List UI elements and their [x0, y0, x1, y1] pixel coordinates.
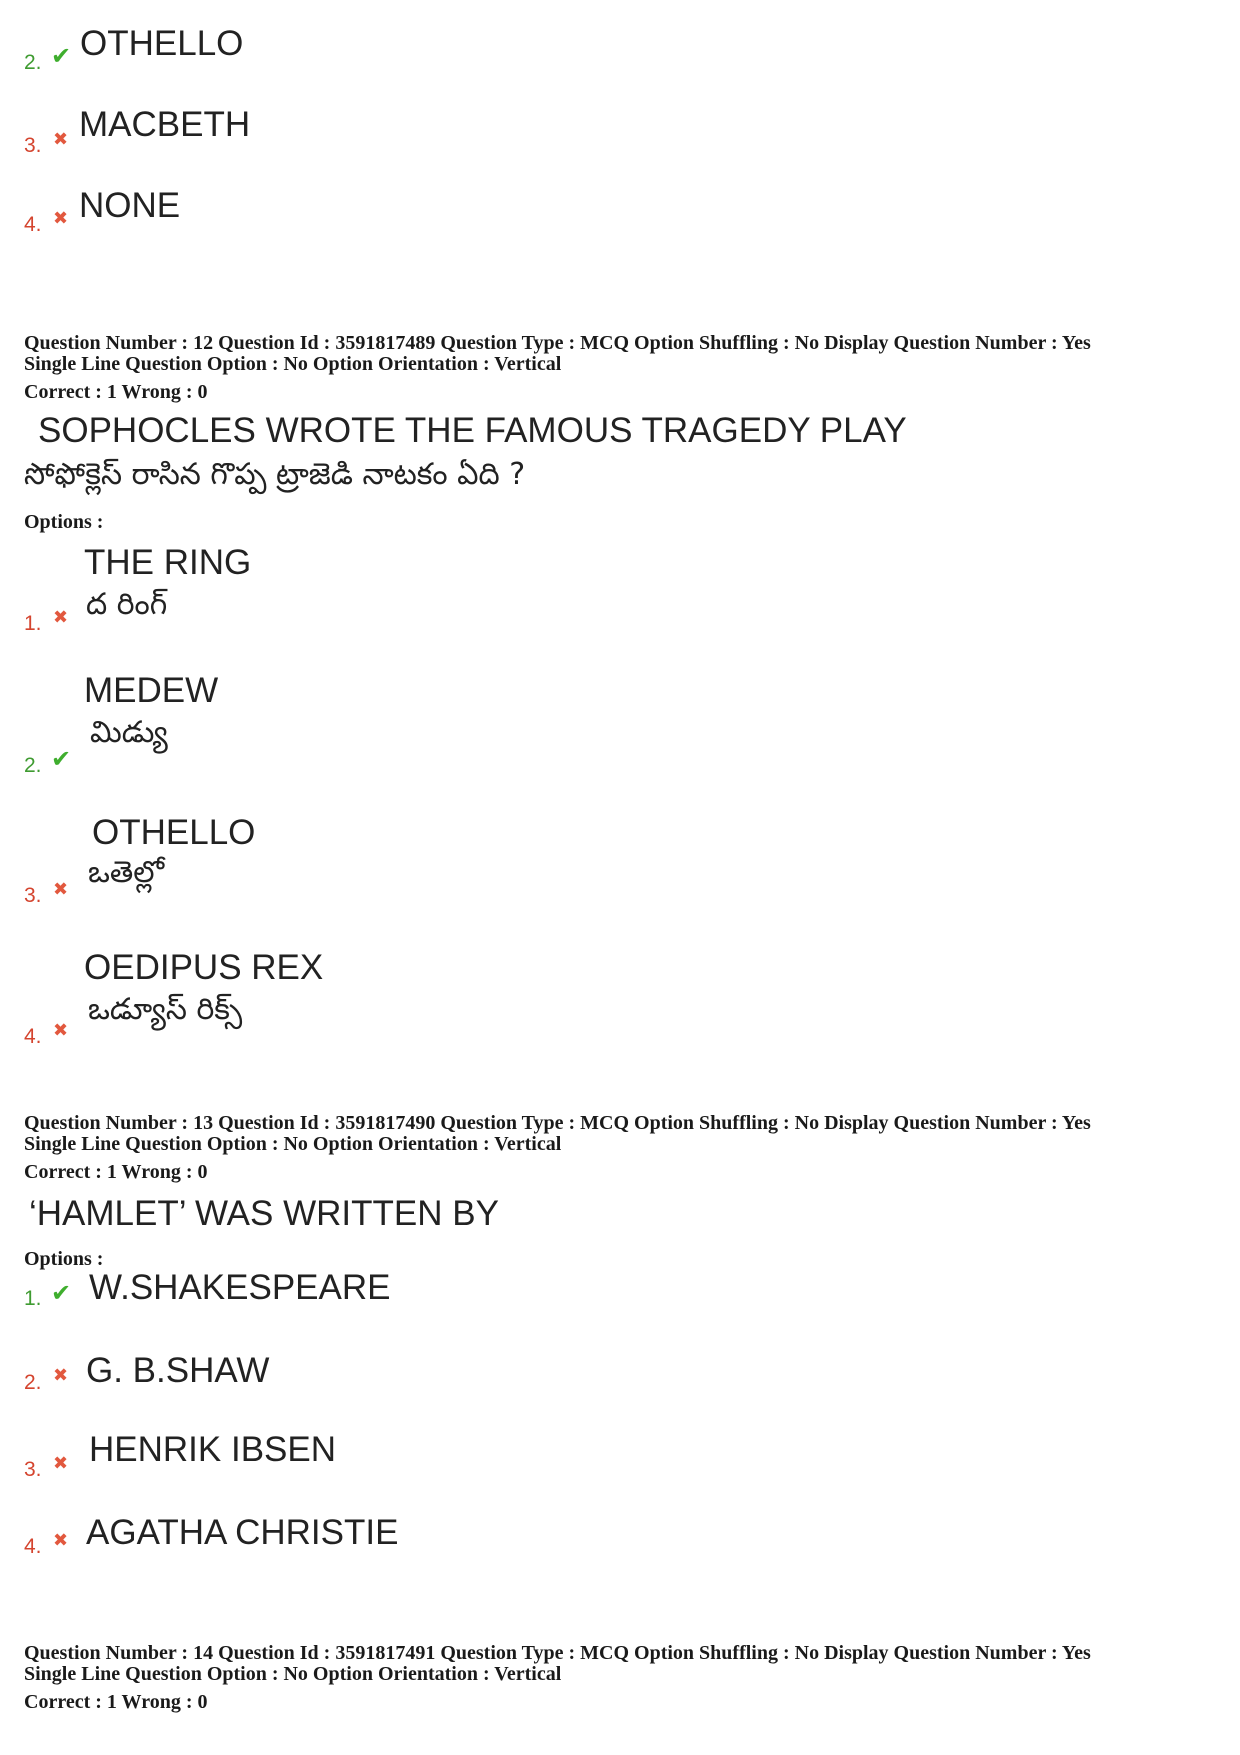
cross-icon: ✖: [53, 208, 69, 229]
option-number: 3.: [24, 134, 42, 157]
marking-scheme: Correct : 1 Wrong : 0: [24, 1161, 208, 1183]
cross-icon: ✖: [53, 129, 69, 150]
question-meta: Single Line Question Option : No Option Orientation : Vertical: [24, 353, 562, 375]
option-number: 2.: [24, 1371, 42, 1394]
option-text: AGATHA CHRISTIE: [86, 1513, 399, 1552]
options-label: Options :: [24, 511, 104, 533]
cross-icon: ✖: [53, 1020, 69, 1041]
option-text: NONE: [79, 186, 181, 225]
option-number: 3.: [24, 884, 42, 907]
option-text-telugu: మిడ్యు: [90, 715, 168, 750]
options-label: Options :: [24, 1248, 104, 1270]
option-number: 4.: [24, 1025, 42, 1048]
question-text: ‘HAMLET’ WAS WRITTEN BY: [29, 1194, 499, 1233]
option-text: OTHELLO: [80, 24, 244, 63]
option-text: G. B.SHAW: [86, 1351, 270, 1390]
check-icon: ✔: [51, 42, 72, 70]
question-text-telugu: సోఫోక్లెస్ రాసిన గొప్ప ట్రాజెడి నాటకం ఏది ?: [24, 457, 526, 492]
question-meta: Single Line Question Option : No Option Orientation : Vertical: [24, 1133, 562, 1155]
option-number: 4.: [24, 1535, 42, 1558]
option-number: 2.: [24, 51, 42, 74]
marking-scheme: Correct : 1 Wrong : 0: [24, 381, 208, 403]
option-text-telugu: ఒడ్యూస్ రిక్స్: [88, 992, 243, 1027]
option-number: 2.: [24, 754, 42, 777]
question-meta: Question Number : 12 Question Id : 3591817489 Question Type : MCQ Option Shuffling : No Display Question Number : Yes: [24, 332, 1091, 354]
cross-icon: ✖: [53, 1453, 69, 1474]
option-text: MACBETH: [79, 105, 251, 144]
cross-icon: ✖: [53, 879, 69, 900]
option-text-telugu: ద రింగ్: [86, 587, 168, 622]
question-meta: Single Line Question Option : No Option Orientation : Vertical: [24, 1663, 562, 1685]
option-number: 1.: [24, 612, 42, 635]
cross-icon: ✖: [53, 607, 69, 628]
question-text: SOPHOCLES WROTE THE FAMOUS TRAGEDY PLAY: [38, 411, 907, 450]
option-number: 4.: [24, 213, 42, 236]
option-number: 3.: [24, 1458, 42, 1481]
check-icon: ✔: [51, 1279, 72, 1307]
option-text: OEDIPUS REX: [84, 948, 324, 987]
option-number: 1.: [24, 1287, 42, 1310]
option-text-telugu: ఒతెల్లో: [88, 855, 165, 890]
check-icon: ✔: [51, 745, 72, 773]
marking-scheme: Correct : 1 Wrong : 0: [24, 1691, 208, 1713]
cross-icon: ✖: [53, 1530, 69, 1551]
cross-icon: ✖: [53, 1365, 69, 1386]
option-text: W.SHAKESPEARE: [89, 1268, 391, 1307]
option-text: MEDEW: [84, 671, 219, 710]
option-text: OTHELLO: [92, 813, 256, 852]
question-meta: Question Number : 13 Question Id : 3591817490 Question Type : MCQ Option Shuffling : No Display Question Number : Yes: [24, 1112, 1091, 1134]
question-meta: Question Number : 14 Question Id : 3591817491 Question Type : MCQ Option Shuffling : No Display Question Number : Yes: [24, 1642, 1091, 1664]
option-text: THE RING: [84, 543, 252, 582]
option-text: HENRIK IBSEN: [89, 1430, 336, 1469]
